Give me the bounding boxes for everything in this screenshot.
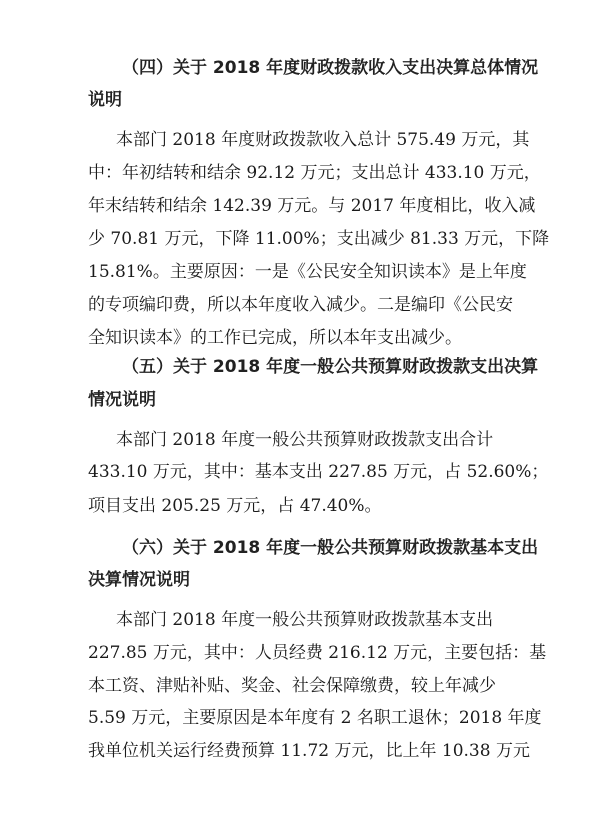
- section-4-body-line-4: 少 70.81 万元，下降 11.00%；支出减少 81.33 万元，下降: [88, 229, 550, 249]
- section-4-body-line-1: 本部门 2018 年度财政拨款收入总计 575.49 万元，其: [116, 130, 530, 150]
- section-4-body-line-7: 全知识读本》的工作已完成，所以本年支出减少。: [88, 328, 462, 348]
- section-4-body-line-6: 的专项编印费，所以本年度收入减少。二是编印《公民安: [88, 295, 513, 315]
- section-4-body-line-3: 年末结转和结余 142.39 万元。与 2017 年度相比，收入减: [88, 196, 536, 216]
- section-4-body-line-5: 15.81%。主要原因：一是《公民安全知识读本》是上年度: [88, 262, 527, 282]
- section-6-heading-line-1: （六）关于 2018 年度一般公共预算财政拨款基本支出: [122, 538, 539, 558]
- section-6-body-line-5: 我单位机关运行经费预算 11.72 万元，比上年 10.38 万元: [88, 741, 530, 761]
- section-5-body-line-2: 433.10 万元，其中：基本支出 227.85 万元，占 52.60%；: [88, 462, 549, 482]
- section-4-heading-line-1: （四）关于 2018 年度财政拨款收入支出决算总体情况: [122, 58, 539, 78]
- section-4-body-line-2: 中：年初结转和结余 92.12 万元；支出总计 433.10 万元，: [88, 163, 541, 183]
- section-6-body-line-1: 本部门 2018 年度一般公共预算财政拨款基本支出: [116, 610, 494, 630]
- section-6-body-line-3: 本工资、津贴补贴、奖金、社会保障缴费，较上年减少: [88, 676, 496, 696]
- section-4-heading-line-2: 说明: [88, 90, 122, 110]
- section-6-heading-line-2: 决算情况说明: [88, 570, 190, 590]
- section-5-body-line-3: 项目支出 205.25 万元，占 47.40%。: [88, 496, 382, 516]
- section-5-heading-line-2: 情况说明: [88, 390, 156, 410]
- section-5-body-line-1: 本部门 2018 年度一般公共预算财政拨款支出合计: [116, 430, 494, 450]
- section-6-body-line-4: 5.59 万元，主要原因是本年度有 2 名职工退休；2018 年度: [88, 708, 542, 728]
- section-6-body-line-2: 227.85 万元，其中：人员经费 216.12 万元，主要包括：基: [88, 643, 547, 663]
- section-5-heading-line-1: （五）关于 2018 年度一般公共预算财政拨款支出决算: [122, 357, 539, 377]
